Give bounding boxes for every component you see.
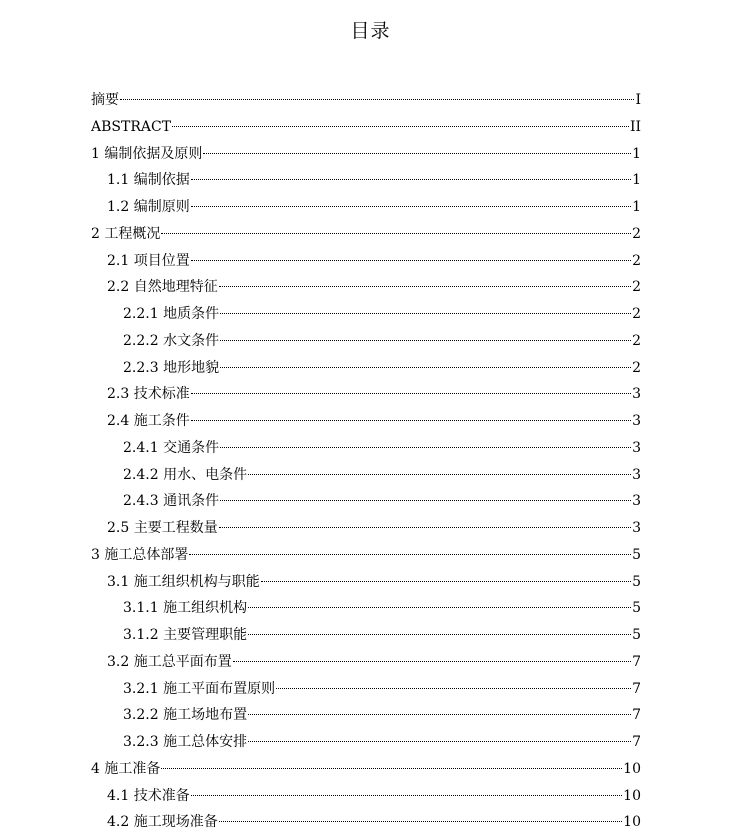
toc-entry-page-number: 7	[632, 653, 641, 670]
toc-entry-page-number: 5	[632, 600, 641, 617]
toc-entry-label: 3.2.2 施工场地布置	[123, 707, 248, 724]
toc-dot-leader	[248, 474, 631, 475]
toc-dot-leader	[191, 260, 631, 261]
toc-entry-label: 2.2.1 地质条件	[123, 306, 220, 322]
toc-dot-leader	[248, 607, 631, 608]
toc-entry[interactable]	[91, 676, 641, 703]
toc-dot-leader	[161, 233, 631, 234]
toc-entry-label: 4.2 施工现场准备	[107, 814, 218, 831]
toc-entry[interactable]	[91, 381, 641, 408]
toc-entry-label: 1 编制依据及原则	[91, 145, 203, 162]
toc-entry-label: 摘要	[91, 92, 119, 108]
toc-dot-leader	[248, 741, 631, 742]
toc-dot-leader	[248, 634, 631, 635]
toc-entry-page-number: 2	[632, 359, 641, 376]
page-title: 目录	[350, 20, 391, 42]
toc-entry-label: 2.4.1 交通条件	[123, 439, 220, 456]
toc-entry-label: 3.2.1 施工平面布置原则	[123, 680, 276, 697]
toc-dot-leader	[220, 313, 631, 314]
toc-dot-leader	[191, 420, 631, 421]
toc-entry-label: 1.1 编制依据	[107, 172, 190, 189]
toc-dot-leader	[220, 500, 631, 501]
toc-entry[interactable]	[91, 248, 641, 275]
toc-entry-label: 4.1 技术准备	[107, 787, 190, 804]
toc-dot-leader	[172, 126, 629, 127]
toc-entry[interactable]	[91, 649, 641, 676]
toc-entry-label: 4 施工准备	[91, 760, 161, 777]
toc-entry-page-number: 5	[632, 627, 641, 643]
toc-entry[interactable]	[91, 435, 641, 462]
toc-entry-page-number: 3	[632, 439, 641, 456]
toc-dot-leader	[191, 179, 631, 180]
toc-dot-leader	[191, 206, 631, 207]
toc-entry-label: 2.2.2 水文条件	[123, 332, 220, 349]
toc-dot-leader	[276, 688, 631, 689]
toc-entry-page-number: 2	[632, 252, 641, 269]
toc-entry[interactable]	[91, 783, 641, 810]
toc-entry[interactable]	[91, 167, 641, 194]
toc-entry-label: 2.1 项目位置	[107, 252, 190, 269]
toc-entry-label: 2.4.3 通讯条件	[123, 493, 220, 510]
toc-dot-leader	[191, 795, 622, 796]
toc-entry-page-number: 3	[632, 413, 641, 429]
toc-dot-leader	[219, 821, 622, 822]
toc-entry-page-number: 7	[632, 707, 641, 724]
toc-dot-leader	[220, 367, 631, 368]
toc-dot-leader	[219, 527, 631, 528]
toc-entry-label: ABSTRACT	[91, 118, 172, 135]
toc-entry-page-number: 1	[632, 199, 641, 215]
toc-entry[interactable]	[91, 542, 641, 569]
toc-entry-label: 3.2.3 施工总体安排	[123, 734, 248, 750]
toc-entry-label: 3.1 施工组织机构与职能	[107, 573, 260, 590]
toc-dot-leader	[161, 768, 622, 769]
toc-dot-leader	[191, 393, 631, 394]
toc-entry-label: 3 施工总体部署	[91, 546, 189, 563]
toc-entry-page-number: 5	[632, 546, 641, 563]
toc-entry-label: 3.2 施工总平面布置	[107, 653, 232, 670]
toc-entry[interactable]	[91, 87, 641, 114]
table-of-contents	[91, 87, 641, 836]
toc-entry-page-number: 10	[623, 760, 641, 777]
toc-entry[interactable]	[91, 756, 641, 783]
toc-entry-label: 2.4 施工条件	[107, 413, 190, 429]
toc-entry[interactable]	[91, 141, 641, 168]
toc-entry-page-number: 10	[623, 814, 641, 831]
toc-dot-leader	[220, 447, 631, 448]
toc-entry[interactable]	[91, 408, 641, 435]
toc-entry-page-number: 3	[632, 520, 641, 536]
toc-entry-page-number: 2	[632, 332, 641, 349]
toc-entry-label: 2.3 技术标准	[107, 386, 190, 403]
toc-entry[interactable]	[91, 488, 641, 515]
toc-entry-page-number: 3	[632, 386, 641, 403]
toc-entry-page-number: 3	[632, 466, 641, 483]
toc-entry-page-number: 2	[632, 306, 641, 322]
toc-entry[interactable]	[91, 595, 641, 622]
toc-dot-leader	[261, 581, 631, 582]
toc-entry-page-number: 7	[632, 734, 641, 750]
toc-entry-page-number: 1	[632, 145, 641, 162]
toc-entry-page-number: 10	[623, 787, 641, 804]
toc-entry-page-number: II	[629, 118, 641, 135]
toc-entry[interactable]	[91, 569, 641, 596]
toc-entry-page-number: I	[635, 92, 641, 108]
toc-entry-label: 3.1.1 施工组织机构	[123, 600, 248, 617]
toc-entry[interactable]	[91, 301, 641, 328]
toc-entry[interactable]	[91, 515, 641, 542]
toc-entry-page-number: 5	[632, 573, 641, 590]
toc-entry[interactable]	[91, 274, 641, 301]
toc-entry[interactable]	[91, 194, 641, 221]
toc-entry[interactable]	[91, 328, 641, 355]
toc-entry[interactable]	[91, 355, 641, 382]
toc-entry[interactable]	[91, 462, 641, 489]
toc-entry-label: 2.2.3 地形地貌	[123, 359, 220, 376]
toc-entry[interactable]	[91, 702, 641, 729]
toc-entry-page-number: 2	[632, 225, 641, 242]
toc-entry[interactable]	[91, 809, 641, 836]
toc-entry-label: 2.4.2 用水、电条件	[123, 466, 248, 483]
toc-entry[interactable]	[91, 729, 641, 756]
toc-entry-page-number: 7	[632, 680, 641, 697]
toc-entry-label: 1.2 编制原则	[107, 199, 190, 215]
toc-entry[interactable]	[91, 221, 641, 248]
toc-dot-leader	[220, 340, 631, 341]
toc-entry-page-number: 2	[632, 279, 641, 296]
toc-entry[interactable]	[91, 114, 641, 141]
toc-dot-leader	[120, 99, 634, 100]
toc-dot-leader	[233, 661, 631, 662]
toc-entry-label: 2.2 自然地理特征	[107, 279, 218, 296]
toc-dot-leader	[219, 286, 631, 287]
toc-entry-page-number: 1	[632, 172, 641, 189]
toc-entry-page-number: 3	[632, 493, 641, 510]
toc-entry-label: 3.1.2 主要管理职能	[123, 627, 248, 643]
toc-entry-label: 2 工程概况	[91, 225, 161, 242]
toc-dot-leader	[203, 153, 631, 154]
toc-entry[interactable]	[91, 622, 641, 649]
toc-entry-label: 2.5 主要工程数量	[107, 520, 218, 536]
toc-dot-leader	[248, 714, 631, 715]
toc-dot-leader	[189, 554, 631, 555]
